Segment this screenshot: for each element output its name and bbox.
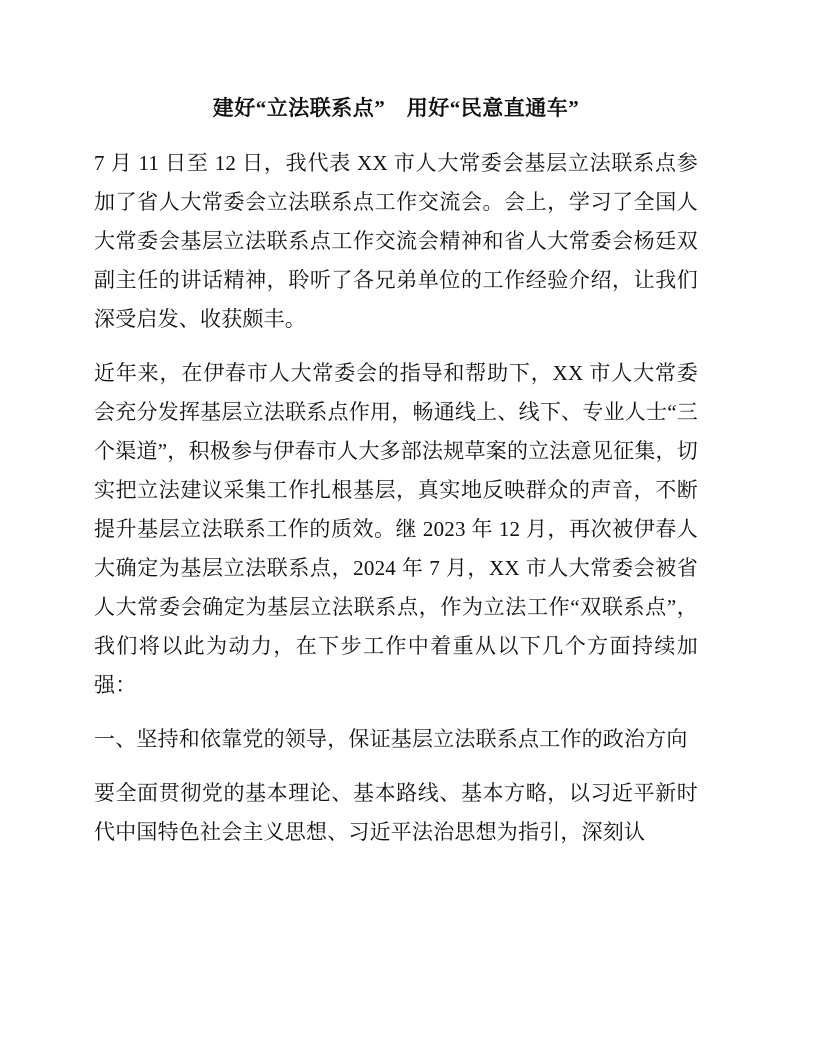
paragraph-section-heading: 一、坚持和依靠党的领导，保证基层立法联系点工作的政治方向 [94, 727, 688, 751]
document-title: 建好“立法联系点” 用好“民意直通车” [212, 96, 580, 120]
paragraph-section-body: 要全面贯彻党的基本理论、基本路线、基本方略，以习近平新时代中国特色社会主义思想、习近平法治思想为指引，深刻认 [94, 781, 698, 844]
paragraph-background: 近年来，在伊春市人大常委会的指导和帮助下，XX 市人大常委会充分发挥基层立法联系点作用，畅通线上、线下、专业人士“三个渠道”，积极参与伊春市人大多部法规草案的立法意见征集，切实把立法建议采集工作扎根基层，真实地反映群众的声音，不断提升基层立法联系工作的质效。继 2023 年 12 月，再次被伊春人大确定为基层立法联系点，2024 年 7 月，XX 市人大常委会被省人大常委会确定为基层立法联系点，作为立法工作“双联系点”，我们将以此为动力，在下步工作中着重从以下几个方面持续加强： [94, 361, 698, 697]
paragraph-intro: 7 月 11 日至 12 日，我代表 XX 市人大常委会基层立法联系点参加了省人大常委会立法联系点工作交流会。会上，学习了全国人大常委会基层立法联系点工作交流会精神和省人大常委会杨廷双副主任的讲话精神，聆听了各兄弟单位的工作经验介绍，让我们深受启发、收获颇丰。 [94, 151, 698, 331]
